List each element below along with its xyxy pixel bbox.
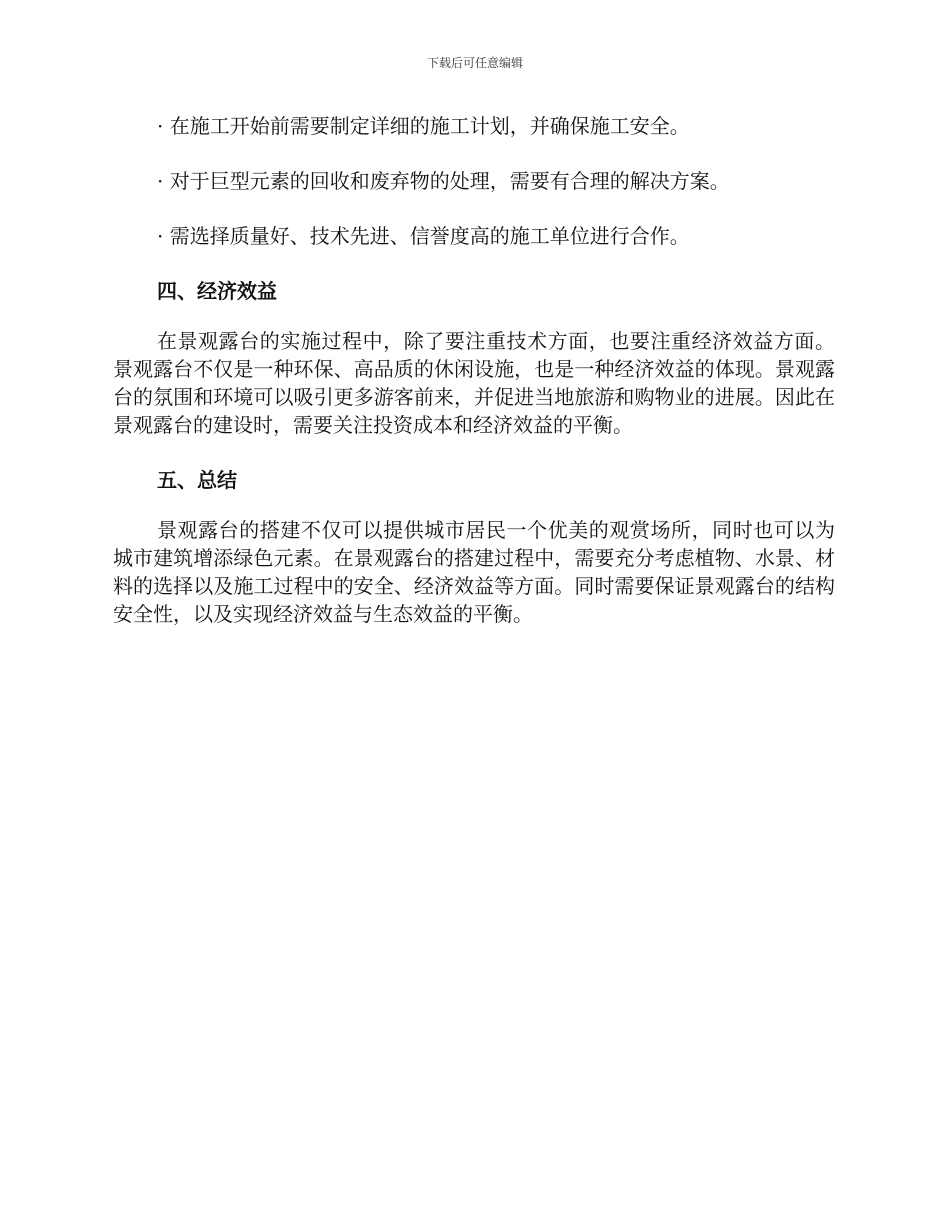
bullet-item: · 对于巨型元素的回收和废弃物的处理，需要有合理的解决方案。 <box>157 169 730 193</box>
section-heading-economic-benefit: 四、经济效益 <box>157 279 277 303</box>
section-paragraph-summary: 景观露台的搭建不仅可以提供城市居民一个优美的观赏场所，同时也可以为城市建筑增添绿色元素。在景观露台的搭建过程中，需要充分考虑植物、水景、材料的选择以及施工过程中的安全、经济效益等方面。同时需要保证景观露台的结构安全性，以及实现经济效益与生态效益的平衡。 <box>113 518 835 626</box>
bullet-item: · 在施工开始前需要制定详细的施工计划，并确保施工安全。 <box>157 114 690 138</box>
section-paragraph-economic-benefit: 在景观露台的实施过程中，除了要注重技术方面，也要注重经济效益方面。景观露台不仅是一种环保、高品质的休闲设施，也是一种经济效益的体现。景观露台的氛围和环境可以吸引更多游客前来，并促进当地旅游和购物业的进展。因此在景观露台的建设时，需要关注投资成本和经济效益的平衡。 <box>113 329 835 437</box>
document-body <box>113 110 835 653</box>
bullet-item: · 需选择质量好、技术先进、信誉度高的施工单位进行合作。 <box>157 224 690 248</box>
section-heading-summary: 五、总结 <box>157 468 237 492</box>
page-header: 下载后可任意编辑 <box>426 56 523 70</box>
